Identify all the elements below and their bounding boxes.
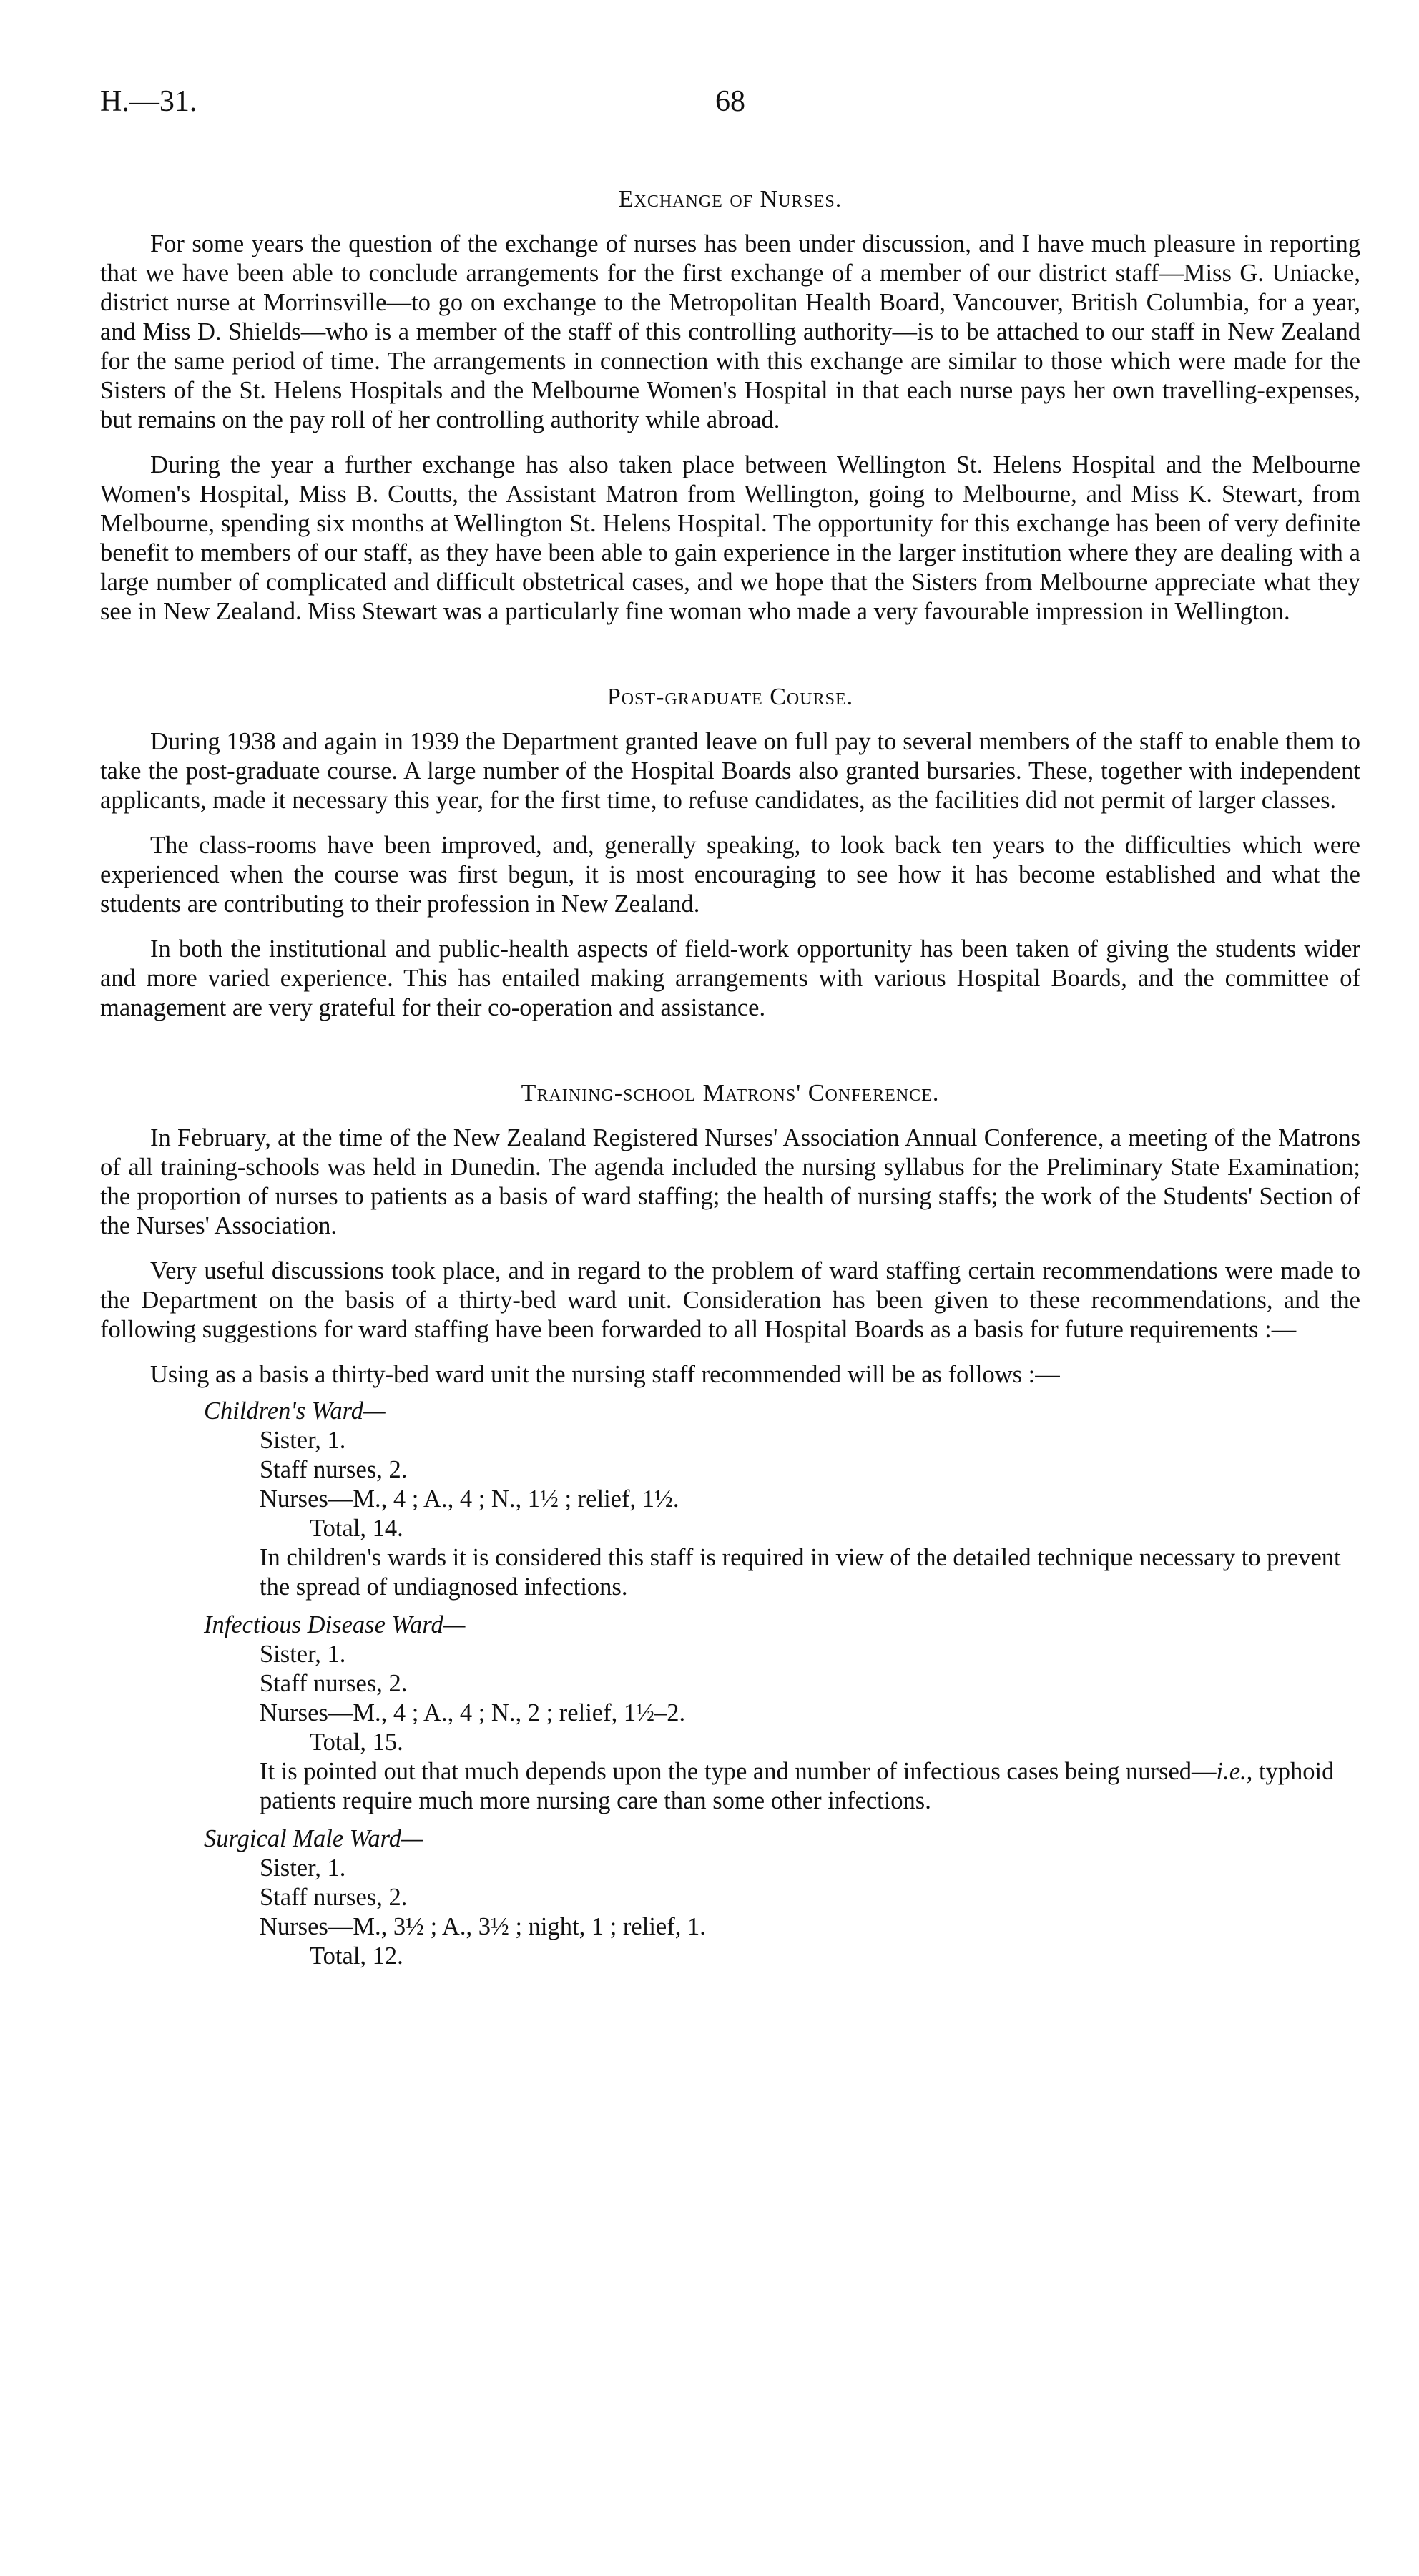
ward-staff-nurses: Staff nurses, 2. [260, 1884, 408, 1911]
heading-matrons-conference: Training-school Matrons' Conference. [521, 1080, 940, 1106]
ward-note-ie: i.e. [1216, 1758, 1247, 1785]
ward-total: Total, 14. [310, 1515, 403, 1542]
paragraph: Very useful discussions took place, and in regard to the problem of ward staffing certain recommendations were made to the Department on the basis of a thirty-bed ward unit. Consideration has been given to these recommendations, and the following suggestions for ward staffing have been forwarded to all Hospital Boards as a basis for future requirements :— [100, 1257, 1360, 1343]
ward-nurses: Nurses—M., 4 ; A., 4 ; N., 2 ; relief, 1½–2. [260, 1699, 686, 1726]
ward-surgical-male [204, 1824, 1360, 1971]
ward-staff-nurses: Staff nurses, 2. [260, 1456, 408, 1483]
ward-note [260, 1757, 1360, 1816]
ward-note-text: , typhoid patients require much more nursing care than some other infections. [260, 1758, 1335, 1814]
report-reference: H.—31. [100, 85, 197, 118]
paragraph: In both the institutional and public-health aspects of field-work opportunity has been taken of giving the students wider and more varied experience. This has entailed making arrangements with various Hospital Boards, and the committee of management are very grateful for their co-operation and assistance. [100, 935, 1360, 1021]
paragraph: During the year a further exchange has also taken place between Wellington St. Helens Hospital and the Melbourne Women's Hospital, Miss B. Coutts, the Assistant Matron from Wellington, going to Melbourne, and Miss K. Stewart, from Melbourne, spending six months at Wellington St. Helens Hospital. The opportunity for this exchange has been of very definite benefit to members of our staff, as they have been able to gain experience in the larger institution where they are dealing with a large number of complicated and difficult obstetrical cases, and we hope that the Sisters from Melbourne appreciate what they see in New Zealand. Miss Stewart was a particularly fine woman who made a very favourable impression in Wellington. [100, 451, 1360, 625]
ward-total: Total, 15. [310, 1729, 403, 1756]
paragraph: Using as a basis a thirty-bed ward unit the nursing staff recommended will be as follows :— [150, 1361, 1060, 1388]
ward-staff-nurses: Staff nurses, 2. [260, 1670, 408, 1697]
ward-sister: Sister, 1. [260, 1641, 346, 1668]
ward-nurses: Nurses—M., 4 ; A., 4 ; N., 1½ ; relief, 1½. [260, 1485, 679, 1513]
heading-post-graduate-course: Post-graduate Course. [607, 684, 854, 710]
page-body [100, 185, 1360, 1971]
ward-title: Infectious Disease Ward— [204, 1611, 466, 1638]
ward-note [260, 1543, 1360, 1602]
ward-sister: Sister, 1. [260, 1427, 346, 1454]
ward-note-text: In children's wards it is considered this staff is required in view of the detailed technique necessary to prevent the spread of undiagnosed infections. [260, 1544, 1341, 1601]
paragraph: In February, at the time of the New Zealand Registered Nurses' Association Annual Conference, a meeting of the Matrons of all training-schools was held in Dunedin. The agenda included the nursing syllabus for the Preliminary State Examination; the proportion of nurses to patients as a basis of ward staffing; the health of nursing staffs; the work of the Students' Section of the Nurses' Association. [100, 1124, 1360, 1239]
ward-infectious [204, 1611, 1360, 1816]
ward-nurses: Nurses—M., 3½ ; A., 3½ ; night, 1 ; relief, 1. [260, 1913, 706, 1940]
ward-total: Total, 12. [310, 1942, 403, 1970]
page-number: 68 [715, 85, 745, 118]
ward-children [204, 1397, 1360, 1602]
paragraph: For some years the question of the exchange of nurses has been under discussion, and I have much pleasure in reporting that we have been able to conclude arrangements for the first exchange of a member of our district staff—Miss G. Uniacke, district nurse at Morrinsville—to go on exchange to the Metropolitan Health Board, Vancouver, British Columbia, for a year, and Miss D. Shields—who is a member of the staff of this controlling authority—is to be attached to our staff in New Zealand for the same period of time. The arrangements in connection with this exchange are similar to those which were made for the Sisters of the St. Helens Hospitals and the Melbourne Women's Hospital in that each nurse pays her own travelling-expenses, but remains on the pay roll of her controlling authority while abroad. [100, 230, 1360, 433]
ward-sister: Sister, 1. [260, 1854, 346, 1882]
document-page [100, 0, 1360, 1970]
ward-note-text: It is pointed out that much depends upon the type and number of infectious cases being nursed— [260, 1758, 1217, 1785]
ward-title: Surgical Male Ward— [204, 1825, 423, 1852]
paragraph: The class-rooms have been improved, and, generally speaking, to look back ten years to the difficulties which were experienced when the course was first begun, it is most encouraging to see how it has become established and what the students are contributing to their profession in New Zealand. [100, 832, 1360, 918]
paragraph: During 1938 and again in 1939 the Department granted leave on full pay to several members of the staff to enable them to take the post-graduate course. A large number of the Hospital Boards also granted bursaries. These, together with independent applicants, made it necessary this year, for the first time, to refuse candidates, as the facilities did not permit of larger classes. [100, 728, 1360, 814]
ward-title: Children's Ward— [204, 1397, 386, 1425]
heading-exchange-of-nurses: Exchange of Nurses. [618, 186, 843, 212]
page-header [100, 0, 1360, 118]
